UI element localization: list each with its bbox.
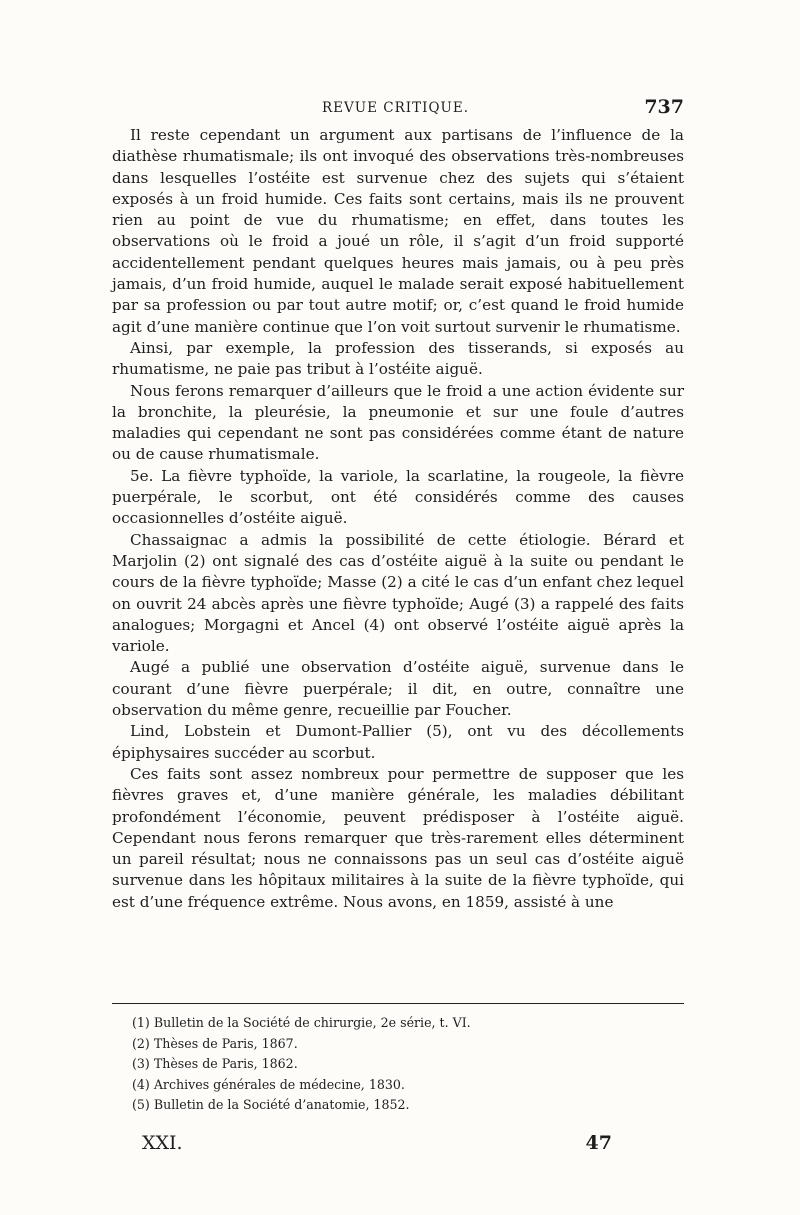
footnote: (4) Archives générales de médecine, 1830. bbox=[132, 1076, 405, 1092]
page-header bbox=[112, 96, 684, 120]
paragraph: Ces faits sont assez nombreux pour permettre de supposer que les fièvres graves et, d’une manière générale, les maladies débilitant profondément l’économie, peuvent prédisposer à l’ostéite aiguë. Cependant nous ferons remarquer que très-rarement elles déterminent un pareil résultat; nous ne connaissons pas un seul cas d’ostéite aiguë survenue dans les hôpitaux militaires à la suite de la fièvre typhoïde, qui est d’une fréquence extrême. Nous avons, en 1859, assisté à une bbox=[112, 764, 684, 911]
paragraph: Nous ferons remarquer d’ailleurs que le froid a une action évidente sur la bronchite, la pleurésie, la pneumonie et sur une foule d’autres maladies qui cependant ne sont pas considérées comme étant de nature ou de cause rhumatismale. bbox=[112, 381, 684, 464]
paragraph: Augé a publié une observation d’ostéite aiguë, survenue dans le courant d’une fièvre puerpérale; il dit, en outre, connaître une observation du même genre, recueillie par Foucher. bbox=[112, 658, 684, 720]
body-text bbox=[112, 125, 684, 913]
footnote: (2) Thèses de Paris, 1867. bbox=[132, 1035, 298, 1051]
footnote: (5) Bulletin de la Société d’anatomie, 1852. bbox=[132, 1097, 410, 1113]
paragraph: Chassaignac a admis la possibilité de cette étiologie. Bérard et Marjolin (2) ont signalé des cas d’ostéite aiguë à la suite ou pendant le cours de la fièvre typhoïde; Masse (2) a cité le cas d’un enfant chez lequel on ouvrit 24 abcès après une fièvre typhoïde; Augé (3) a rappelé des faits analogues; Morgagni et Ancel (4) ont observé l’ostéite aiguë après la variole. bbox=[112, 530, 684, 656]
volume-mark: XXI. bbox=[142, 1132, 183, 1154]
page-number: 737 bbox=[644, 96, 684, 118]
footnote-divider bbox=[112, 1003, 684, 1004]
footnotes bbox=[132, 1013, 684, 1116]
sheet-number: 47 bbox=[585, 1132, 612, 1154]
paragraph: 5e. La fièvre typhoïde, la variole, la scarlatine, la rougeole, la fièvre puerpérale, le scorbut, ont été considérés comme des causes occasionnelles d’ostéite aiguë. bbox=[112, 466, 684, 528]
running-title: REVUE CRITIQUE. bbox=[322, 100, 470, 116]
paragraph: Ainsi, par exemple, la profession des tisserands, si exposés au rhumatisme, ne paie pas tribut à l’ostéite aiguë. bbox=[112, 338, 684, 379]
paragraph: Il reste cependant un argument aux partisans de l’influence de la diathèse rhumatismale; ils ont invoqué des observations très-nombreuses dans lesquelles l’ostéite est survenue chez des sujets qui s’étaient exposés à un froid humide. Ces faits sont certains, mais ils ne prouvent rien au point de vue du rhumatisme; en effet, dans toutes les observations où le froid a joué un rôle, il s’agit d’un froid supporté accidentellement pendant quelques heures mais jamais, ou à peu près jamais, d’un froid humide, auquel le malade serait exposé habituellement par sa profession ou par tout autre motif; or, c’est quand le froid humide agit d’une manière continue que l’on voit surtout survenir le rhumatisme. bbox=[112, 126, 684, 336]
paragraph: Lind, Lobstein et Dumont-Pallier (5), ont vu des décollements épiphysaires succéder au scorbut. bbox=[112, 722, 684, 762]
footnote: (1) Bulletin de la Société de chirurgie, 2e série, t. VI. bbox=[132, 1015, 471, 1030]
footnote: (3) Thèses de Paris, 1862. bbox=[132, 1056, 298, 1072]
page-signature bbox=[112, 1132, 612, 1162]
